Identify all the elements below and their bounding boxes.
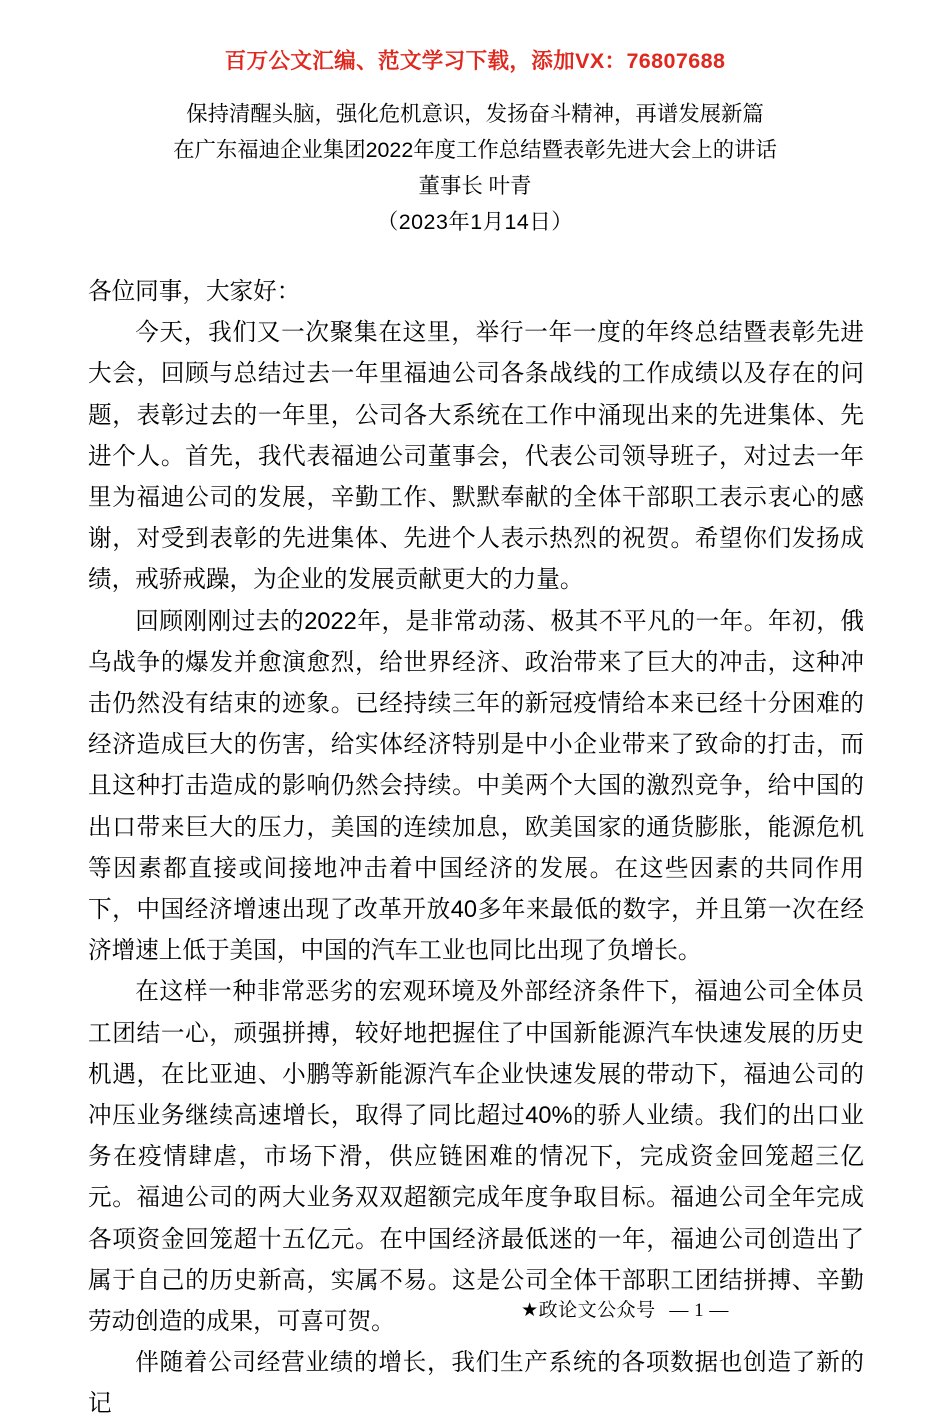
document-title-block — [0, 96, 950, 240]
document-body — [88, 272, 864, 1426]
body-paragraph: 回顾刚刚过去的2022年，是非常动荡、极其不平凡的一年。年初，俄乌战争的爆发并愈演愈烈，给世界经济、政治带来了巨大的冲击，这种冲击仍然没有结束的迹象。已经持续三年的新冠疫情给本来已经十分困难的经济造成巨大的伤害，给实体经济特别是中小企业带来了致命的打击，而且这种打击造成的影响仍然会持续。中美两个大国的激烈竞争，给中国的出口带来巨大的压力，美国的连续加息，欧美国家的通货膨胀，能源危机等因素都直接或间接地冲击着中国经济的发展。在这些因素的共同作用下，中国经济增速出现了改革开放40多年来最低的数字，并且第一次在经济增速上低于美国，中国的汽车工业也同比出现了负增长。 — [88, 608, 864, 965]
title-line-2: 在广东福迪企业集团2022年度工作总结暨表彰先进大会上的讲话 — [173, 138, 777, 162]
page-number: — 1 — — [669, 1300, 729, 1321]
promo-header-text: 百万公文汇编、范文学习下载，添加VX：76807688 — [224, 49, 726, 73]
title-line-1: 保持清醒头脑，强化危机意识，发扬奋斗精神，再谱发展新篇 — [186, 102, 764, 126]
page-footer — [0, 1295, 950, 1322]
footer-watermark: ★政论文公众号 — [521, 1300, 656, 1321]
body-salutation: 各位同事，大家好： — [88, 279, 301, 305]
footer-inner — [521, 1295, 729, 1322]
body-paragraph: 今天，我们又一次聚集在这里，举行一年一度的年终总结暨表彰先进大会，回顾与总结过去一年里福迪公司各条战线的工作成绩以及存在的问题，表彰过去的一年里，公司各大系统在工作中涌现出来的先进集体、先进个人。首先，我代表福迪公司董事会，代表公司领导班子，对过去一年里为福迪公司的发展，辛勤工作、默默奉献的全体干部职工表示衷心的感谢，对受到表彰的先进集体、先进个人表示热烈的祝贺。希望你们发扬成绩，戒骄戒躁，为企业的发展贡献更大的力量。 — [88, 320, 864, 594]
title-dateline: （2023年1月14日） — [376, 210, 574, 234]
body-paragraph: 在这样一种非常恶劣的宏观环境及外部经济条件下，福迪公司全体员工团结一心，顽强拼搏，较好地把握住了中国新能源汽车快速发展的历史机遇，在比亚迪、小鹏等新能源汽车企业快速发展的带动下，福迪公司的冲压业务继续高速增长，取得了同比超过40%的骄人业绩。我们的出口业务在疫情肆虐，市场下滑，供应链困难的情况下，完成资金回笼超三亿元。福迪公司的两大业务双双超额完成年度争取目标。福迪公司全年完成各项资金回笼超十五亿元。在中国经济最低迷的一年，福迪公司创造出了属于自己的历史新高，实属不易。这是公司全体干部职工团结拼搏、辛勤劳动创造的成果，可喜可贺。 — [88, 979, 864, 1336]
title-byline: 董事长 叶青 — [418, 174, 532, 198]
body-paragraph: 伴随着公司经营业绩的增长，我们生产系统的各项数据也创造了新的记 — [88, 1350, 864, 1418]
